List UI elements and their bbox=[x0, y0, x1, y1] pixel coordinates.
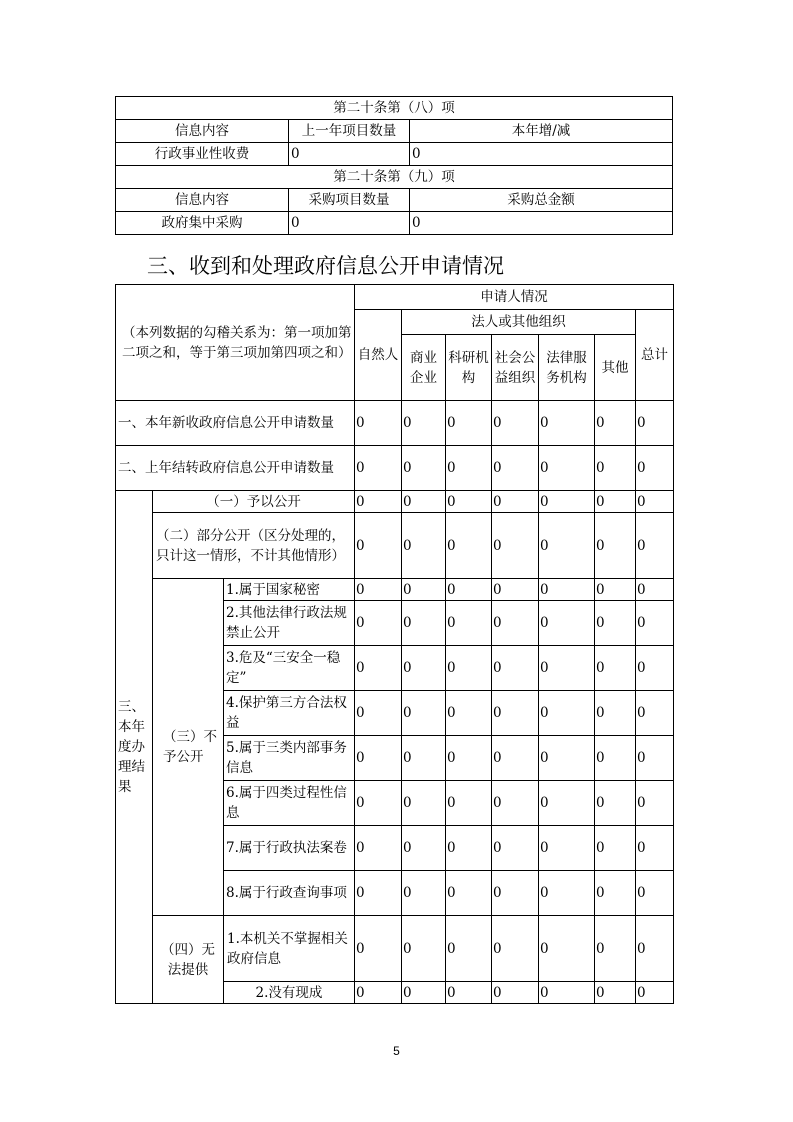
cell-value: 0 bbox=[402, 579, 446, 601]
cell-value: 0 bbox=[355, 446, 402, 491]
cell-value: 0 bbox=[636, 579, 674, 601]
cell-value: 0 bbox=[595, 646, 636, 691]
cell-value: 0 bbox=[636, 446, 674, 491]
cell-value: 0 bbox=[355, 736, 402, 781]
cell-value: 0 bbox=[492, 871, 539, 916]
cell-value: 0 bbox=[492, 491, 539, 513]
cell-value: 0 bbox=[492, 446, 539, 491]
cell-value: 0 bbox=[402, 982, 446, 1004]
calc-note: （本列数据的勾稽关系为：第一项加第二项之和，等于第三项加第四项之和） bbox=[116, 285, 355, 401]
cell-value: 0 bbox=[595, 826, 636, 871]
cell-value: 0 bbox=[539, 982, 595, 1004]
applicant-header: 申请人情况 bbox=[355, 285, 674, 310]
notopen-label: （三）不予公开 bbox=[153, 579, 224, 916]
cell-value: 0 bbox=[355, 513, 402, 579]
cell-value: 0 bbox=[539, 579, 595, 601]
row-admin-fee: 行政事业性收费 bbox=[116, 143, 289, 166]
cannot-item: 2.没有现成 bbox=[224, 982, 355, 1004]
cell-value: 0 bbox=[492, 982, 539, 1004]
cell-value: 0 bbox=[355, 982, 402, 1004]
notopen-item: 8.属于行政查询事项 bbox=[224, 871, 355, 916]
cell-value: 0 bbox=[402, 871, 446, 916]
natural-person-header: 自然人 bbox=[355, 310, 402, 401]
cell-value: 0 bbox=[539, 691, 595, 736]
cell-value: 0 bbox=[595, 982, 636, 1004]
notopen-item: 4.保护第三方合法权益 bbox=[224, 691, 355, 736]
cell-value: 0 bbox=[355, 491, 402, 513]
cell-value: 0 bbox=[446, 446, 492, 491]
cell-value: 0 bbox=[410, 143, 673, 166]
cell-value: 0 bbox=[595, 691, 636, 736]
section8-title: 第二十条第（八）项 bbox=[116, 97, 673, 120]
cell-value: 0 bbox=[636, 736, 674, 781]
col-other: 其他 bbox=[595, 335, 636, 401]
cell-value: 0 bbox=[636, 401, 674, 446]
cell-value: 0 bbox=[289, 212, 410, 235]
cell-value: 0 bbox=[595, 916, 636, 982]
cell-value: 0 bbox=[289, 143, 410, 166]
row-new-requests: 一、本年新收政府信息公开申请数量 bbox=[116, 401, 355, 446]
cell-value: 0 bbox=[446, 491, 492, 513]
legal-group-header: 法人或其他组织 bbox=[402, 310, 636, 335]
cell-value: 0 bbox=[539, 781, 595, 826]
cell-value: 0 bbox=[595, 871, 636, 916]
cell-value: 0 bbox=[402, 916, 446, 982]
header-year-change: 本年增/减 bbox=[410, 120, 673, 143]
cell-value: 0 bbox=[446, 601, 492, 646]
cell-value: 0 bbox=[402, 491, 446, 513]
cell-value: 0 bbox=[539, 871, 595, 916]
cell-value: 0 bbox=[402, 691, 446, 736]
cell-value: 0 bbox=[595, 781, 636, 826]
cell-value: 0 bbox=[446, 871, 492, 916]
cell-value: 0 bbox=[492, 401, 539, 446]
cell-value: 0 bbox=[446, 916, 492, 982]
cell-value: 0 bbox=[636, 826, 674, 871]
cell-value: 0 bbox=[402, 446, 446, 491]
notopen-item: 7.属于行政执法案卷 bbox=[224, 826, 355, 871]
cell-value: 0 bbox=[402, 781, 446, 826]
cell-value: 0 bbox=[492, 691, 539, 736]
col-research: 科研机构 bbox=[446, 335, 492, 401]
cell-value: 0 bbox=[539, 401, 595, 446]
total-header: 总计 bbox=[636, 310, 674, 401]
row-gov-procurement: 政府集中采购 bbox=[116, 212, 289, 235]
cell-value: 0 bbox=[355, 826, 402, 871]
notopen-item: 6.属于四类过程性信息 bbox=[224, 781, 355, 826]
cell-value: 0 bbox=[595, 579, 636, 601]
cell-value: 0 bbox=[636, 513, 674, 579]
cell-value: 0 bbox=[539, 491, 595, 513]
cell-value: 0 bbox=[539, 736, 595, 781]
cell-value: 0 bbox=[446, 646, 492, 691]
cell-value: 0 bbox=[492, 646, 539, 691]
cell-value: 0 bbox=[402, 401, 446, 446]
section3-label: 三、本年度办理结果 bbox=[116, 491, 153, 1004]
cell-value: 0 bbox=[402, 736, 446, 781]
cell-value: 0 bbox=[355, 916, 402, 982]
cell-value: 0 bbox=[636, 781, 674, 826]
disclosure-requests-table bbox=[115, 284, 674, 1004]
header-procurement-count: 采购项目数量 bbox=[289, 189, 410, 212]
notopen-item: 3.危及“三安全一稳定” bbox=[224, 646, 355, 691]
section9-title: 第二十条第（九）项 bbox=[116, 166, 673, 189]
cell-value: 0 bbox=[355, 601, 402, 646]
cell-value: 0 bbox=[492, 579, 539, 601]
section-heading: 三、收到和处理政府信息公开申请情况 bbox=[147, 254, 504, 278]
row-open: （一）予以公开 bbox=[153, 491, 355, 513]
cell-value: 0 bbox=[446, 736, 492, 781]
cell-value: 0 bbox=[636, 871, 674, 916]
col-public-welfare: 社会公益组织 bbox=[492, 335, 539, 401]
col-business: 商业企业 bbox=[402, 335, 446, 401]
cell-value: 0 bbox=[402, 826, 446, 871]
row-carried-requests: 二、上年结转政府信息公开申请数量 bbox=[116, 446, 355, 491]
cell-value: 0 bbox=[636, 646, 674, 691]
cell-value: 0 bbox=[446, 513, 492, 579]
cell-value: 0 bbox=[595, 446, 636, 491]
cell-value: 0 bbox=[539, 646, 595, 691]
page-number: 5 bbox=[393, 1044, 400, 1058]
cell-value: 0 bbox=[410, 212, 673, 235]
cell-value: 0 bbox=[402, 646, 446, 691]
col-legal-service: 法律服务机构 bbox=[539, 335, 595, 401]
cell-value: 0 bbox=[539, 446, 595, 491]
cell-value: 0 bbox=[355, 781, 402, 826]
cell-value: 0 bbox=[539, 916, 595, 982]
cell-value: 0 bbox=[539, 826, 595, 871]
cell-value: 0 bbox=[492, 736, 539, 781]
cell-value: 0 bbox=[595, 601, 636, 646]
notopen-item: 5.属于三类内部事务信息 bbox=[224, 736, 355, 781]
cell-value: 0 bbox=[492, 916, 539, 982]
cell-value: 0 bbox=[595, 513, 636, 579]
header-last-year-count: 上一年项目数量 bbox=[289, 120, 410, 143]
cell-value: 0 bbox=[446, 579, 492, 601]
cell-value: 0 bbox=[636, 601, 674, 646]
cell-value: 0 bbox=[446, 401, 492, 446]
cell-value: 0 bbox=[355, 579, 402, 601]
cell-value: 0 bbox=[492, 601, 539, 646]
cell-value: 0 bbox=[492, 781, 539, 826]
cell-value: 0 bbox=[355, 401, 402, 446]
cell-value: 0 bbox=[355, 691, 402, 736]
cell-value: 0 bbox=[446, 691, 492, 736]
cell-value: 0 bbox=[355, 871, 402, 916]
cannot-provide-label: （四）无法提供 bbox=[153, 916, 224, 1004]
header-procurement-amount: 采购总金额 bbox=[410, 189, 673, 212]
cell-value: 0 bbox=[402, 601, 446, 646]
disclosure-table-1 bbox=[115, 96, 673, 235]
cannot-item: 1.本机关不掌握相关政府信息 bbox=[224, 916, 355, 982]
header-info-content: 信息内容 bbox=[116, 120, 289, 143]
cell-value: 0 bbox=[595, 736, 636, 781]
cell-value: 0 bbox=[492, 513, 539, 579]
cell-value: 0 bbox=[636, 491, 674, 513]
cell-value: 0 bbox=[539, 601, 595, 646]
cell-value: 0 bbox=[446, 781, 492, 826]
notopen-item: 2.其他法律行政法规禁止公开 bbox=[224, 601, 355, 646]
cell-value: 0 bbox=[636, 982, 674, 1004]
cell-value: 0 bbox=[539, 513, 595, 579]
notopen-item: 1.属于国家秘密 bbox=[224, 579, 355, 601]
cell-value: 0 bbox=[595, 401, 636, 446]
header-info-content: 信息内容 bbox=[116, 189, 289, 212]
cell-value: 0 bbox=[402, 513, 446, 579]
cell-value: 0 bbox=[446, 826, 492, 871]
cell-value: 0 bbox=[636, 916, 674, 982]
cell-value: 0 bbox=[595, 491, 636, 513]
cell-value: 0 bbox=[446, 982, 492, 1004]
cell-value: 0 bbox=[636, 691, 674, 736]
row-partial-open: （二）部分公开（区分处理的，只计这一情形，不计其他情形） bbox=[153, 513, 355, 579]
cell-value: 0 bbox=[492, 826, 539, 871]
cell-value: 0 bbox=[355, 646, 402, 691]
